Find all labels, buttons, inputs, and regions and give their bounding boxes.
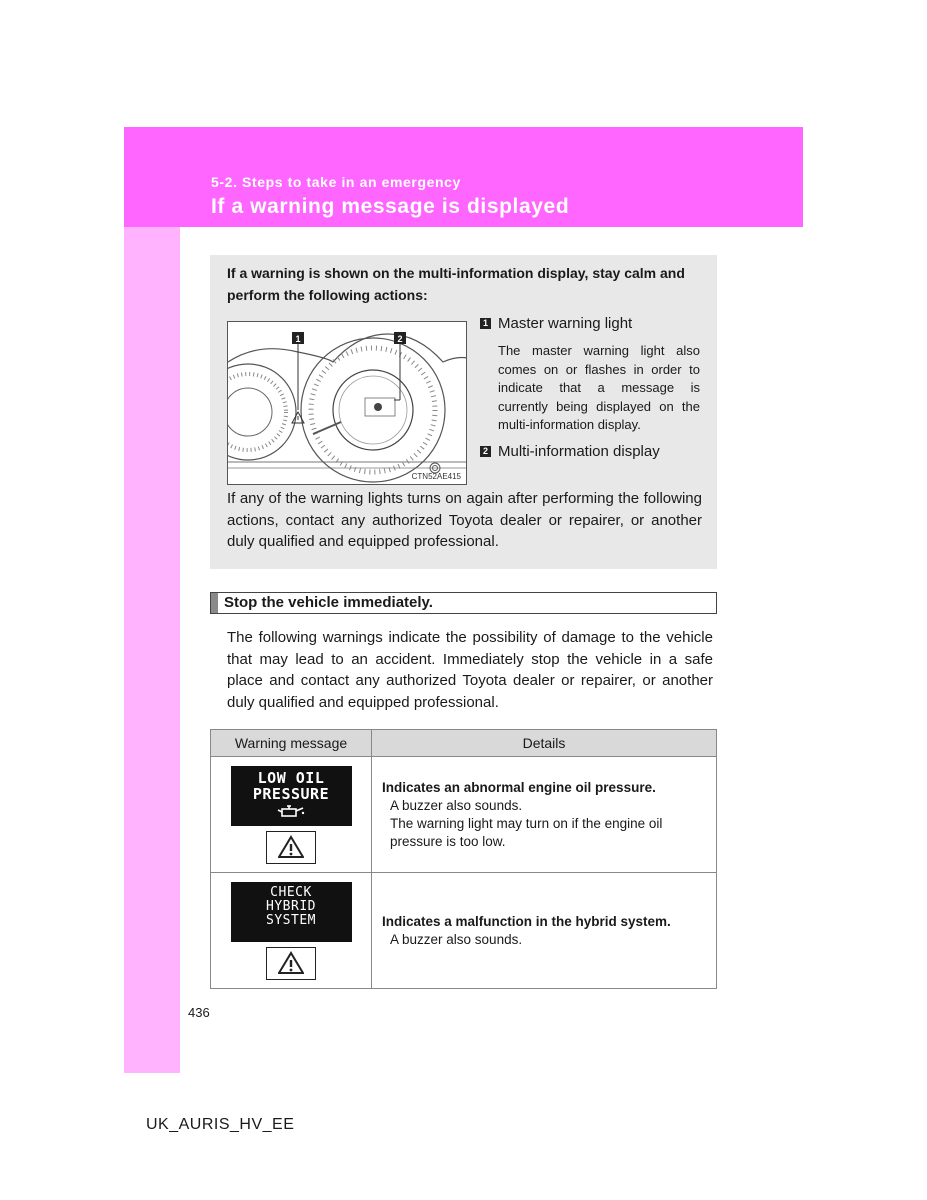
figure-code: CTN52AE415 [411, 472, 461, 481]
callout-number-1: 1 [480, 318, 491, 329]
section-label: 5-2. Steps to take in an emergency [211, 174, 461, 190]
warning-message-cell [211, 757, 372, 873]
chapter-header [124, 127, 803, 227]
warning-message-cell [211, 873, 372, 989]
svg-text:2: 2 [397, 334, 403, 344]
header-details: Details [372, 730, 717, 757]
callout-title-1: Master warning light [498, 315, 633, 332]
callout-2 [480, 443, 700, 460]
detail-title: Indicates an abnormal engine oil pressure. [382, 779, 656, 795]
lcd-display-check-hybrid [231, 882, 352, 942]
callout-body-1: The master warning light also comes on or flashes in order to indicate that a message is currently being displayed on the multi-information display. [498, 343, 700, 432]
callout-1 [480, 315, 700, 332]
footer-code: UK_AURIS_HV_EE [146, 1116, 295, 1133]
table-row [211, 757, 717, 873]
detail-line: The warning light may turn on if the engine oil pressure is too low. [390, 815, 663, 849]
lcd-line: SYSTEM [266, 912, 316, 928]
page-title: If a warning message is displayed [211, 195, 570, 218]
section-paragraph: The following warnings indicate the possibility of damage to the vehicle that may lead to an accident. Immediately stop the vehicle in a safe place and contact any authorized Toyota dealer or repairer, or another duly qualified and equipped professional. [227, 629, 713, 711]
detail-title: Indicates a malfunction in the hybrid system. [382, 913, 671, 929]
detail-line: A buzzer also sounds. [390, 797, 523, 813]
lcd-line: PRESSURE [252, 784, 330, 803]
callout-list [480, 315, 700, 460]
lcd-line: CHECK [270, 884, 312, 900]
lcd-display-low-oil [231, 766, 352, 826]
intro-footer: If any of the warning lights turns on again after performing the following actions, contact any authorized Toyota dealer or repairer, or another duly qualified and equipped professional. [227, 490, 702, 550]
callout-title-2: Multi-information display [498, 442, 660, 460]
lcd-line: LOW OIL [257, 768, 325, 787]
oil-can-icon [231, 803, 352, 822]
instrument-cluster-illustration [228, 322, 467, 485]
table-header-row [211, 730, 717, 757]
table-row [211, 873, 717, 989]
details-cell [372, 873, 717, 989]
svg-text:1: 1 [295, 334, 301, 344]
side-band [124, 227, 180, 1073]
detail-line: A buzzer also sounds. [390, 931, 523, 947]
section-heading-bar [211, 593, 218, 613]
section-heading [210, 592, 717, 614]
section-heading-text: Stop the vehicle immediately. [224, 594, 433, 611]
header-warning-message: Warning message [211, 730, 372, 757]
page-number: 436 [188, 1005, 210, 1020]
lcd-line: HYBRID [266, 898, 316, 914]
callout-number-2: 2 [480, 446, 491, 457]
details-cell [372, 757, 717, 873]
intro-box [210, 255, 717, 569]
warning-table [210, 729, 717, 989]
instrument-cluster-figure [227, 321, 467, 485]
master-warning-icon [266, 947, 316, 980]
intro-heading: If a warning is shown on the multi-information display, stay calm and perform the following actions: [227, 265, 685, 303]
master-warning-icon [266, 831, 316, 864]
